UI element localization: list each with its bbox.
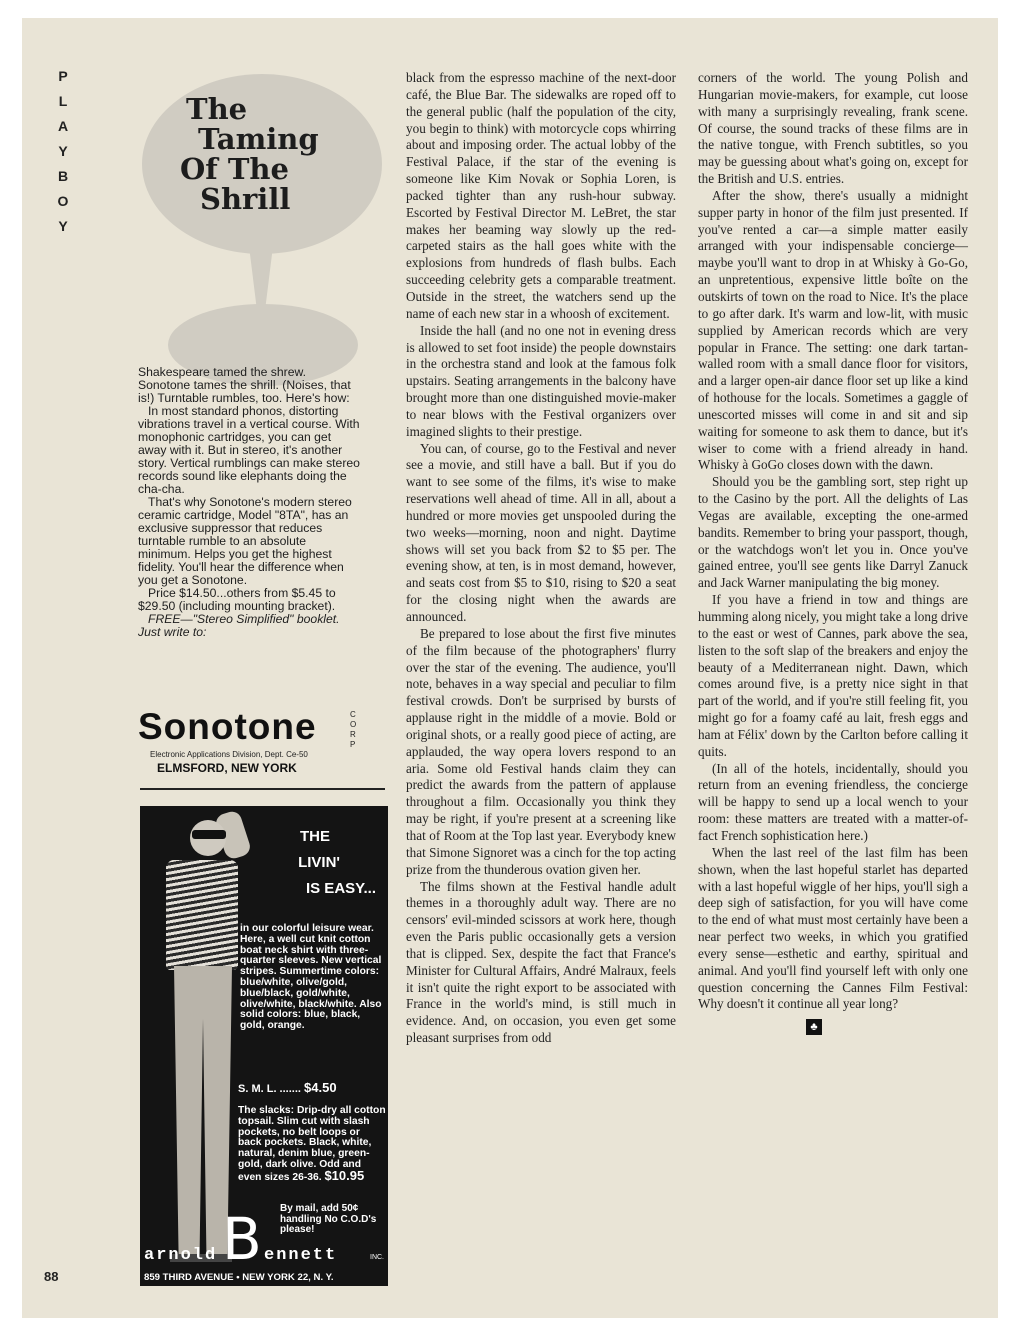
end-mark-icon: ♣ <box>806 1019 822 1035</box>
shirt-price: $4.50 <box>304 1080 337 1095</box>
article-paragraph: Inside the hall (and no one not in evening dress is allowed to set foot inside) the people downstairs in the orchestra stand and look at the famous folk upstairs. Seating arrangements in the balcony have brought more than one distinguished movie-maker to near blows with the Festival organizers over imagined slights to their prestige. <box>406 322 676 439</box>
mast-letter: O <box>57 193 69 209</box>
ad-paragraph: Price $14.50...others from $5.45 to $29.50 (including mounting bracket). <box>138 586 336 613</box>
logo-word-arnold: arnold <box>144 1246 218 1265</box>
article-paragraph: You can, of course, go to the Festival and never see a movie, and still have a ball. But if you do want to see some of the films, it's wise to make reservations well ahead of time. All in all, about a hundred or more movies get unspooled during the two weeks—morning, noon and night. Daytime shows will set you back from $2 to $5 per. The evening show, at ten, is in most demand, however, and seats cost from $5 to $10, rising to $20 a seat for the closing night when the awards are announced. <box>406 440 676 624</box>
headline-line: Of The <box>180 152 289 186</box>
article-paragraph: Should you be the gambling sort, step right up to the Casino by the port. All the delights of Las Vegas are available, excepting the one-armed bandits. Remember to bring your passport, though, or the watchdogs won't let you in. Once you've gained entree, you'll see gents like Darryl Zanuck and Jack Warner manipulating the big money. <box>698 474 968 591</box>
striped-shirt-shape <box>166 860 238 970</box>
logo-word-ennett: ennett <box>264 1246 338 1265</box>
ad-paragraph: That's why Sonotone's modern stereo ceramic cartridge, Model "8TA", has an exclusive suppressor that reduces turntable rumble to an absolute minimum. Helps you get the highest fidelity. You'll hear the difference when you get a Sonotone. <box>138 495 352 587</box>
corp-letter: P <box>350 740 356 749</box>
logo-inc: INC. <box>370 1254 384 1261</box>
mast-letter: Y <box>58 218 68 234</box>
ad-paragraph: FREE—"Stereo Simplified" booklet. Just write to: <box>138 612 340 639</box>
article-paragraph: If you have a friend in tow and things are humming along nicely, you might take a long drive to the east or west of Cannes, park above the sea, listen to the soft slap of the breakers and enjoy the beauty of a Mediterranean night. Dawn, which comes around five, is a pretty nice sight in that part of the world, and if you're still feeling fit, you might go for a foamy café au lait, fresh eggs and ham at Félix' down by the Carlton before calling it quits. <box>698 592 968 759</box>
article-paragraph: The films shown at the Festival handle adult themes in a thoroughly adult way. There are no censors' evil-minded scissors at work here, though even the Paris public occasionally gets a version that is clipped. Sex, despite the fact that France's Minister for Cultural Affairs, André Malraux, feels it isn't quite the right export to be associated with France in the world's mind, is still much in evidence. And, on occasion, you even get some pleasant surprises from odd <box>406 878 676 1046</box>
city-address: ELMSFORD, NEW YORK <box>157 761 297 775</box>
mail-order-note: By mail, add 50¢ handling No C.O.D's please! <box>280 1203 377 1235</box>
shirt-price-line <box>238 1080 368 1095</box>
article-column-1 <box>406 70 676 1047</box>
slacks-copy: The slacks: Drip-dry all cotton topsail. Slim cut with slash pockets, no belt loops or back pockets. Black, white, natural, denim blue, green-gold, dark olive. Odd and even sizes 26-36. <box>238 1105 386 1183</box>
mast-letter: A <box>57 118 69 134</box>
mast-letter: P <box>58 68 68 84</box>
bennett-ad <box>140 806 388 1286</box>
division-address: Electronic Applications Division, Dept. Ce-50 <box>150 750 308 759</box>
tagline-line: IS EASY... <box>305 880 376 897</box>
article-paragraph: Be prepared to lose about the first five minutes of the film because of the photographers' flurry over the star of the evening. The audience, you'll note, behaves in a way special and peculiar to film festival crowds. Don't be surprised by bursts of applause right in the middle of a movie. Bold or original shots, or a really good piece of acting, are applauded, the way opera lovers respond to an aria. Some old Festival hands claim they can predict the awards from the pattern of applause throughout a film. Occasionally you think they may be right, if you're present at a screening like that of Room at the Top last year. Everybody knew that Simone Signoret was a cinch for the top acting prize from the thunderous ovation given her. <box>406 625 676 877</box>
corp-letter: C <box>350 710 356 719</box>
corp-letter: O <box>350 720 357 729</box>
mast-letter: L <box>58 93 68 109</box>
shirt-copy: in our colorful leisure wear. Here, a well cut knit cotton boat neck shirt with three-quarter sleeves. New vertical stripes. Summertime colors: blue/white, olive/gold, blue/black, gold/white, olive/white, black/white. Also solid colors: blue, black, gold, orange. <box>240 923 382 1032</box>
mast-letter: Y <box>58 143 68 159</box>
article-paragraph: After the show, there's usually a midnight supper party in honor of the film just presented. If you've rented a car—a simple matter easily arranged with your indispensable concierge—maybe you'll want to drop in at Whisky à Go-Go, an unpretentious, expensive little boîte on the outskirts of town on the road to Nice. It's the place to go after dark. It's warm and low-lit, with music supplied by American records which are very popular in France. The setting: one dark tartan-walled room with a small dance floor for visitors, and a larger open-air dance floor set up like a kind of hothouse for the locals. Sometimes a gaggle of unescorted misses will come in and sit and sip waiting for someone to ask them to dance, but it's wiser to come with a friend already in hand. Whisky à GoGo closes down with the dawn. <box>698 187 968 473</box>
headline-line: Shrill <box>200 182 291 216</box>
store-address: 859 THIRD AVENUE • NEW YORK 22, N. Y. <box>144 1272 334 1283</box>
article-column-2 <box>698 70 968 1035</box>
page-number: 88 <box>44 1269 59 1284</box>
article-paragraph: When the last reel of the last film has been shown, when the last hopeful starlet has departed with a last hopeful wiggle of her hips, you'll sigh a deep sigh of satisfaction, for you will have come to the end of what must most certainly have been a near perfect two weeks, in which you gratified every sense—esthetic and earthy, spiritual and animal. And you'll find yourself left with only one question concerning the Cannes Film Festival: Why doesn't it continue all year long? <box>698 844 968 1012</box>
headline-line: Taming <box>198 122 319 156</box>
ad-paragraph: In most standard phonos, distorting vibrations travel in a vertical course. With monophonic cartridges, you can get away with it. But in stereo, it's another story. Vertical rumblings can make stereo records sound like elephants doing the cha-cha. <box>138 404 360 496</box>
corp-letter: R <box>350 730 356 739</box>
headline-line: The <box>186 92 248 126</box>
shirt-sizes: S. M. L. ....... <box>238 1083 301 1095</box>
article-paragraph: (In all of the hotels, incidentally, should you return from an evening friendless, the concierge will be happy to send up a local wench to your room: these matters are treated with a matter-of-fact French sophistication here.) <box>698 760 968 843</box>
article-paragraph: black from the espresso machine of the next-door café, the Blue Bar. The sidewalks are roped off to the general public (half the population of the city, you begin to think) with motorcycle cops whirring about and imposing order. The actual lobby of the Festival Palace, if the star of the evening is someone like Kim Novak or Sophia Loren, is packed tighter than any rush-hour subway. Escorted by Festival Director M. LeBret, the star makes her beaming way slowly up the red-carpeted stairs as the hall goes white with the explosions from hundreds of flash bulbs. Each succeeding celebrity gets a comparable treatment. Outside in the street, the watchers send up the name of each new star in a whoosh of excitement. <box>406 70 676 321</box>
sonotone-ad-copy <box>138 366 360 639</box>
slacks-description <box>238 1106 386 1184</box>
magazine-page <box>22 18 998 1318</box>
sonotone-ad-graphic <box>140 70 385 400</box>
mast-letter: B <box>57 168 69 184</box>
sonotone-logo: Sonotone <box>138 706 317 747</box>
logo-big-b: B <box>222 1205 262 1273</box>
magazine-masthead <box>52 64 74 239</box>
ad-paragraph: Shakespeare tamed the shrew. Sonotone tames the shrill. (Noises, that is!) Turntable rumbles, too. Here's how: <box>138 365 351 405</box>
sunglasses-shape <box>192 830 226 839</box>
corp-mark <box>350 710 358 750</box>
ad-headline <box>180 94 380 214</box>
divider-rule <box>140 788 385 790</box>
tagline-line: THE <box>300 828 330 845</box>
ad-tagline <box>236 824 376 902</box>
article-paragraph: corners of the world. The young Polish and Hungarian movie-makers, for example, cut loose with many a surprisingly revealing, frank scene. Of course, the sound tracks of these films are in the native tongue, with French subtitles, so you may be guessing about what's going on, except for the British and U.S. entries. <box>698 70 968 187</box>
shirt-description <box>240 924 384 1038</box>
slacks-price: $10.95 <box>324 1167 365 1183</box>
tagline-line: LIVIN' <box>298 854 340 871</box>
